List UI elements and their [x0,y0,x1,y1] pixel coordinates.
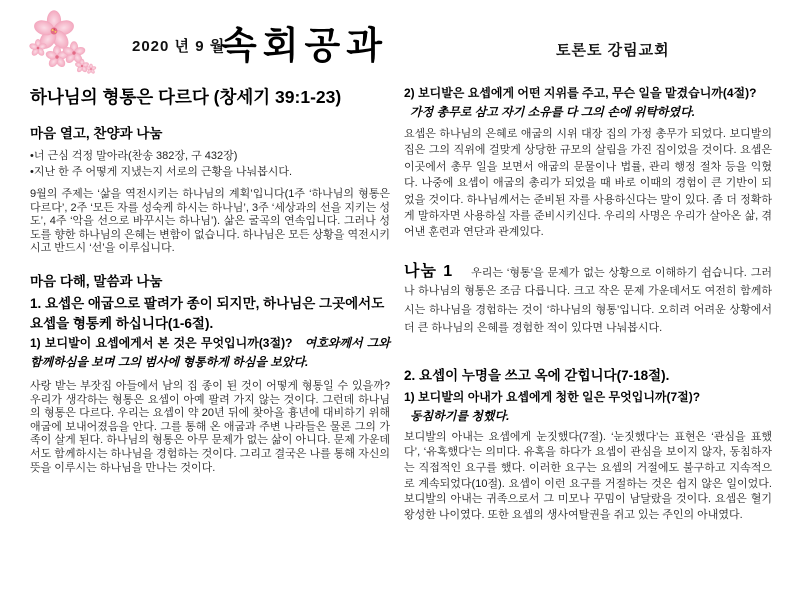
question2-heading: 2. 요셉이 누명을 쓰고 옥에 갇힙니다(7-18절). [404,367,670,383]
question2-sub1: 1) 보디발의 아내가 요셉에게 청한 일은 무엇입니까(7절)? [404,389,701,404]
monthly-theme-paragraph: 9월의 주제는 ‘삶을 역전시키는 하나님의 계획’입니다(1주 ‘하나님의 형통은 다르다’, 2주 ‘모든 자를 성숙케 하시는 하나님’, 3주 ‘세상과의 선을 지키는 성도’, 4주 ‘악을 선으로 바꾸시는 하나님’). 삶은 굴곡의 연속입니다. 그러나 성도를 향한 하나님의 은혜는 변함이 없습니다. 하나님은 모든 상황을 역전시키시고 반드시 ‘선’을 이루십니다. [30,188,390,255]
section-heading-opening: 마음 열고, 찬양과 나눔 [30,126,163,141]
church-name: 토론토 강림교회 [556,42,670,59]
left-column [30,86,390,475]
question1-commentary: 사랑 받는 부잣집 아들에서 남의 집 종이 된 것이 어떻게 형통일 수 있을까? 우리가 생각하는 형통은 요셉이 아예 팔려 가지 않는 것이다. 그런데 하나님의 형통은 다르다. 우리는 요셉이 약 20년 뒤에 찾아올 흉년에 대비하기 위해 애굽에 보내어졌음을 안다. 그를 통해 온 애굽과 주변 나라들은 물론 그의 가족이 살게 된다. 하나님의 형통은 아무 문제가 없는 삶이 아니다. 문제 가운데서도 함께하시는 하나님을 경험하는 것이다. 그리고 결국은 나를 통해 자신의 뜻을 이루시는 하나님을 만나는 것이다. [30,379,390,474]
sharing1-label: 나눔 1 [404,262,454,280]
question1-sub2-commentary: 요셉은 하나님의 은혜로 애굽의 시위 대장 집의 가정 총무가 되었다. 보디발의 집은 그의 직위에 걸맞게 상당한 규모의 살림을 가진 집이었을 것이다. 요셉은 이곳에서 총무 일을 보면서 애굽의 문물이나 법률, 관리 행정 절차 등을 익혔다. 나중에 요셉이 애굽의 총리가 되었을 때 바로 이때의 경험이 큰 기반이 되었을 것이다. 하나님께서는 준비된 자를 사용하신다는 말이 있다. 좀 더 정확하게 말하자면 사용하실 자를 준비시키신다. 우리의 사명은 우리가 살아온 삶, 겪어낸 훈련과 연단과 관계있다. [404,128,772,239]
section-heading-word: 마음 다해, 말씀과 나눔 [30,273,163,289]
question2-sub1-commentary: 보디발의 아내는 요셉에게 눈짓했다(7절). ‘눈짓했다’는 표현은 ‘관심을 표했다’, ‘유혹했다’는 의미다. 유혹을 하다가 요셉이 관심을 보이지 않자, 동침하자는 직접적인 요구를 했다. 이러한 요구는 요셉의 거절에도 불구하고 지속적으로 계속되었다(10절). 요셉이 이런 요구를 거절하는 것은 쉽지 않은 일이었다. 보디발의 아내는 귀족으로서 그 미모나 꾸밈이 남달랐을 것이다. 요셉은 혈기 왕성한 나이였다. 또한 요셉의 생사여탈권을 쥐고 있는 주인의 아내였다. [404,430,772,521]
right-column [404,84,772,523]
sharing-bullet: •지난 한 주 어떻게 지냈는지 서로의 근황을 나눠봅시다. [30,166,293,178]
question1-sub1-answer: 여호와께서 그와 함께하심을 보며 그의 범사에 형통하게 하심을 보았다. [30,335,390,369]
sharing1-block [404,263,772,338]
question1-sub2: 2) 보디발은 요셉에게 어떤 지위를 주고, 무슨 일을 맡겼습니까(4절)? [404,86,757,100]
question2-sub1-answer-line [410,407,772,426]
hymn-bullet: •너 근심 걱정 말아라(찬송 382장, 구 432장) [30,150,238,162]
question1-sub2-answer-line [410,103,772,122]
question2-sub1-answer: 동침하기를 청했다. [410,408,510,423]
publication-title: 속회공과 [221,25,388,66]
question1-heading: 1. 요셉은 애굽으로 팔려가 종이 되지만, 하나님은 그곳에서도 요셉을 형통케 하십니다(1-6절). [30,295,385,331]
cherry-blossom-logo [26,6,126,86]
lesson-title: 하나님의 형통은 다르다 (창세기 39:1-23) [30,87,342,107]
question1-sub2-answer: 가정 총무로 삼고 자기 소유를 다 그의 손에 위탁하였다. [410,105,696,119]
question1-sub1 [30,334,390,372]
question1-sub1-text: 1) 보디발이 요셉에게서 본 것은 무엇입니까(3절)? [30,335,293,350]
sharing1-text: 우리는 ‘형통’을 문제가 없는 상황으로 이해하기 쉽습니다. 그러나 하나님의 형통은 조금 다릅니다. 크고 작은 문제 가운데서도 여전히 함께하시는 하나님을 경험하는 것이 ‘하나님의 형통’입니다. 오히려 어려운 상황에서 더 큰 하나님의 은혜를 경험한 적이 있다면 나눠봅시다. [404,266,772,335]
issue-date: 2020 년 9 월 [132,38,226,55]
